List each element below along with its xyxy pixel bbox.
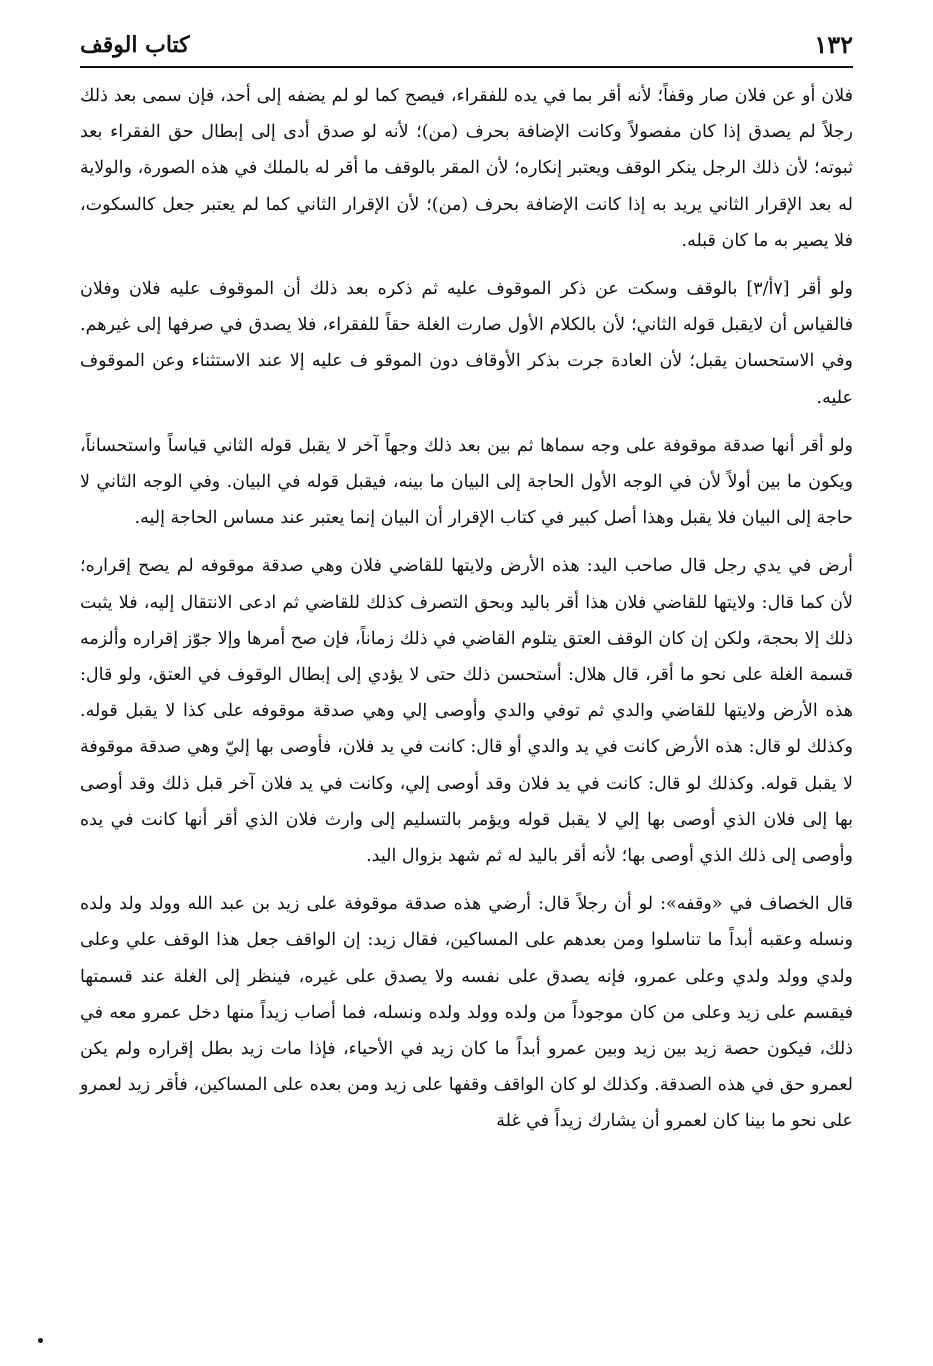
paragraph: أرض في يدي رجل قال صاحب اليد: هذه الأرض ولايتها للقاضي فلان وهي صدقة موقوفه لم يصح إقراره؛ لأن كما قال: ولايتها للقاضي فلان هذا أقر باليد وبحق التصرف كذلك للقاضي ثم ادعى الانتقال إليه، فلا يثبت ذلك إلا بحجة، ولكن إن كان الوقف العتق يتلوم القاضي في ذلك زماناً، فإن صح أمرها وإلا جوّز إقراره وألزمه قسمة الغلة على نحو ما أقر، قال هلال: أستحسن ذلك حتى لا يؤدي إلى إبطال الوقوف في العتق، ولو قال: هذه الأرض ولايتها للقاضي والدي ثم توفي والدي وأوصى إلي وهي صدقة موقوفه على كذا لا يقبل قوله. وكذلك لو قال: هذه الأرض كانت في يد والدي أو قال: كانت في يد فلان، فأوصى بها إليّ وهي صدقة موقوفة لا يقبل قوله. وكذلك لو قال: كانت في يد فلان وقد أوصى إلي، وكانت في يد فلان آخر قبل ذلك وقد أوصى بها إلى فلان الذي أوصى بها إلي لا يقبل قوله ويؤمر بالتسليم إلى وارث فلان الذي أقر أنها كانت في يده وأوصى إلى ذلك الذي أوصى بها؛ لأنه أقر باليد له ثم شهد بزوال اليد. [80, 556, 853, 867]
paragraph: فلان أو عن فلان صار وقفاً؛ لأنه أقر بما في يده للفقراء، فيصح كما لو لم يضفه إلى أحد، فإن سمى بعد ذلك رجلاً لم يصدق إذا كان مفصولاً وكانت الإضافة بحرف (من)؛ لأنه لو صدق أدى إلى إبطال حق الفقراء بعد ثبوته؛ لأن ذلك الرجل ينكر الوقف ويعتبر إنكاره؛ لأن المقر بالوقف ما أقر له بالملك في هذه الصورة، والولاية له بعد الإقرار الثاني يريد به إذا كانت الإضافة بحرف (من)؛ لأن الإقرار الثاني كما لم يعتبر جعل كالسكوت، فلا يصير به ما كان قبله. [80, 86, 853, 251]
paragraph: قال الخصاف في «وقفه»: لو أن رجلاً قال: أرضي هذه صدقة موقوفة على زيد بن عبد الله وولد ولد ولده ونسله وعقبه أبداً ما تناسلوا ومن بعدهم على المساكين، فقال زيد: إن الواقف جعل هذا الوقف علي وعلى ولدي وولد ولدي وعلى عمرو، فإنه يصدق على نفسه ولا يصدق على غيره، فينظر إلى الغلة عند قسمتها فيقسم على زيد وعلى من كان موجوداً من ولده وولد ولده ونسله، فما أصاب زيداً منها دخل عمرو معه في ذلك، فيكون حصة زيد بين زيد وبين عمرو أبداً ما كان زيد في الأحياء، فإذا مات زيد بطل إقراره ولم يكن لعمرو حق في هذه الصدقة. وكذلك لو كان الواقف وقفها على زيد ومن بعده على المساكين، فأقر زيد لعمرو على نحو ما بينا كان لعمرو أن يشارك زيداً في غلة [80, 894, 853, 1132]
body-text [80, 78, 853, 1140]
page-dot-mark [38, 1338, 43, 1343]
paragraph: ولو أقر [٧أ/٣] بالوقف وسكت عن ذكر الموقوف عليه ثم ذكره بعد ذلك أن الموقوف عليه فلان وفلان فالقياس أن لايقبل قوله الثاني؛ لأن بالكلام الأول صارت الغلة حقاً للفقراء، فلا يصدق في صرفها إلى غيرهم. وفي الاستحسان يقبل؛ لأن العادة جرت بذكر الأوقاف دون الموقو ف عليه إلا عند الاستثناء وعن الموقوف عليه. [80, 279, 853, 408]
paragraph: ولو أقر أنها صدقة موقوفة على وجه سماها ثم بين بعد ذلك وجهاً آخر لا يقبل قوله الثاني قياساً واستحساناً، ويكون ما بين أولاً لأن في الوجه الأول الحاجة إلى البيان ما بينه، فيقبل قوله في البيان. وفي الوجه الثاني لا حاجة إلى البيان فلا يقبل وهذا أصل كبير في كتاب الإقرار أن البيان إنما يعتبر عند مساس الحاجة إليه. [80, 435, 853, 529]
running-title: كتاب الوقف [80, 32, 190, 58]
page-number: ١٣٢ [814, 30, 853, 59]
page-header [80, 14, 853, 60]
header-rule [80, 66, 853, 68]
